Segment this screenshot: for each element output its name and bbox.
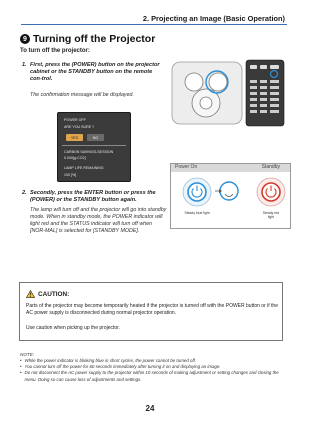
- caution-paragraph: Parts of the projector may become temporarily heated if the projector is turned off with the POWER button or if the AC power supply is disconnected during normal projector operation.: [26, 303, 278, 317]
- step-number-badge: 9: [20, 34, 30, 44]
- page-number: 24: [145, 404, 155, 413]
- power-on-button-icon: [183, 178, 211, 206]
- step-2-number: 2.: [22, 190, 27, 196]
- section-subtitle: To turn off the projector:: [20, 48, 90, 54]
- bullet-icon: •: [20, 364, 22, 370]
- step-2: [20, 190, 166, 204]
- caution-box: [19, 282, 283, 341]
- chapter-header: 2. Projecting an Image (Basic Operation): [142, 14, 285, 23]
- step-1-number: 1.: [22, 62, 27, 68]
- caution-paragraph-2: Use caution when picking up the projector.: [26, 325, 120, 331]
- header-rule: [21, 24, 287, 25]
- standby-label: Standby: [261, 164, 280, 170]
- steady-red-light-label: Steady red light: [262, 211, 280, 219]
- dialog-divider: [62, 145, 126, 146]
- yes-button[interactable]: YES: [66, 134, 83, 141]
- no-button[interactable]: NO: [87, 134, 104, 141]
- indicator-lights-art: [171, 172, 290, 212]
- carbon-savings-label: CARBON SAVINGS-SESSION: [64, 150, 114, 154]
- step-1-text: First, press the (POWER) button on the projector cabinet or the STANDBY button on the remote con-trol.: [30, 62, 160, 83]
- step-1-note: The confirmation message will be displayed.: [30, 92, 134, 98]
- bullet-icon: •: [20, 370, 22, 376]
- standby-button-icon: [257, 178, 285, 206]
- projector-cabinet-icon: [172, 62, 242, 124]
- carbon-savings-value: 0.000[g-CO2]: [64, 156, 86, 160]
- section-title-text: Turning off the Projector: [33, 33, 156, 45]
- note-item: [20, 370, 288, 382]
- dialog-question: ARE YOU SURE ?: [64, 125, 95, 129]
- remote-control-icon: [246, 60, 284, 126]
- caution-heading: [26, 290, 69, 298]
- press-hand-icon: [215, 182, 238, 200]
- step-2-body: The lamp will turn off and the projector will go into standby mode. When in standby mode, the POWER indicator will light red and the STATUS indicator will turn off when [NOR-MAL] is selected for [STANDBY MODE].: [30, 207, 167, 235]
- indicator-state-diagram: [170, 163, 291, 229]
- note-item-text: Do not disconnect the AC power supply to the projector within 10 seconds of making adjustment or setting changes and closing the menu. Doing so can cause loss of adjustments and settings.: [24, 370, 279, 382]
- power-on-label: Power On: [175, 164, 198, 170]
- note-item-text: You cannot turn off the power for 60 seconds immediately after turning it on and displaying an image.: [24, 364, 221, 370]
- projector-and-remote-illustration: [170, 58, 288, 128]
- warning-triangle-icon: [26, 290, 35, 298]
- steady-blue-light-label: Steady blue light: [184, 211, 210, 215]
- note-item-text: While the power indicator is blinking blue in short cycles, the power cannot be turned off.: [24, 358, 197, 363]
- caution-heading-text: CAUTION:: [38, 290, 70, 298]
- lamp-life-value: 100 [%]: [64, 173, 77, 177]
- note-list: [20, 358, 288, 383]
- note-title: NOTE:: [20, 352, 35, 357]
- lamp-life-label: LAMP LIFE REMAINING: [64, 166, 104, 170]
- power-off-confirmation-dialog: [57, 112, 131, 182]
- bullet-icon: •: [20, 358, 22, 363]
- step-1: [20, 62, 165, 84]
- section-title: [20, 33, 155, 45]
- dialog-title: POWER OFF: [64, 118, 86, 122]
- step-2-text: Secondly, press the ENTER button or press the (POWER) or the STANDBY button again.: [30, 190, 156, 204]
